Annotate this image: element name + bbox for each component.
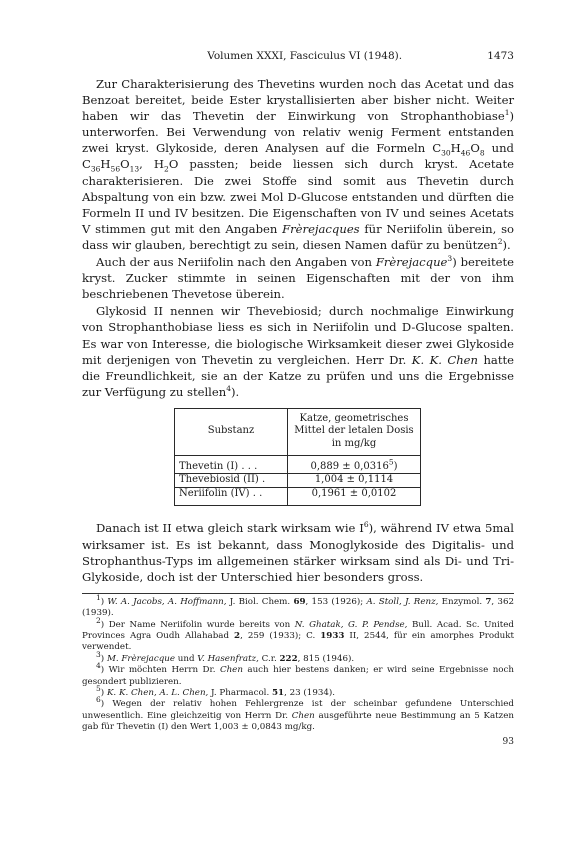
text-run: Chen: [219, 665, 243, 676]
text-run: Enzymol.: [438, 596, 486, 607]
running-title: Volumen XXXI, Fasciculus VI (1948).: [207, 50, 403, 62]
text-run: ) Wir möchten Herrn Dr.: [100, 665, 220, 676]
text-run: Frèrejacques: [282, 221, 360, 236]
text-run: ): [100, 596, 108, 607]
paragraph: [82, 76, 514, 253]
text-run: ) bereitete kryst. Zucker stimmte in seinen Eigenschaften mit der von ihm beschriebenen Thevetose überein.: [82, 255, 515, 302]
text-run: M. Frèrejacque: [106, 653, 176, 664]
running-header: [82, 50, 514, 66]
text-run: V. Hasenfratz,: [197, 653, 259, 664]
text-run: 6: [96, 695, 101, 705]
dose-value: 0,889 ± 0,0316: [310, 460, 389, 472]
text-run: 56: [110, 164, 121, 174]
footnotes: [82, 593, 514, 734]
text-run: ).: [502, 237, 511, 252]
text-run: Bull. Acad. Sc. United Provinces Agra Oudh Allahabad: [82, 619, 514, 642]
text-run: 2: [497, 237, 503, 247]
text-run: 36: [90, 164, 101, 174]
text-run: K. K. Chen: [411, 352, 479, 367]
table-cell-dose: 1,004 ± 0,1114: [288, 474, 421, 488]
table-row: [175, 487, 421, 506]
table-cell-dose: [288, 455, 421, 474]
text-run: 69: [293, 596, 306, 607]
text-run: C.r.: [258, 653, 280, 664]
text-run: 8: [479, 148, 485, 158]
text-run: auch hier bestens danken; er wird seine Ergebnisse noch gesondert publizieren.: [82, 665, 514, 687]
text-run: , 362 (1939).: [82, 596, 515, 619]
text-run: 13: [129, 164, 140, 174]
text-run: O: [470, 141, 480, 156]
text-run: H: [100, 157, 111, 172]
text-run: J. Biol. Chem.: [226, 596, 294, 607]
text-run: für Neriifolin überein, so dass wir glauben, berechtigt zu sein, diesen Namen dafür zu benützen: [82, 221, 514, 252]
text-run: K. K. Chen, A. L. Chen,: [106, 688, 209, 699]
paragraph: [82, 254, 514, 302]
text-run: 3: [447, 254, 453, 264]
text-run: ) unterworfen. Bei Verwendung von relativ wenig Ferment entstanden zwei kryst. Glykoside, deren Analysen auf die Formeln C: [82, 109, 514, 156]
text-run: 1: [96, 592, 101, 602]
text-run: 30: [441, 148, 451, 158]
text-run: hatte die Freundlichkeit, sie an der Katze zu prüfen und uns die Ergebnisse zur Verfügung zu stellen: [82, 352, 515, 399]
text-run: Auch der aus Neriifolin nach den Angaben von: [96, 255, 376, 270]
text-run: ) Der Name Neriifolin wurde bereits von: [100, 619, 295, 630]
text-run: , 259 (1933); C.: [240, 631, 321, 642]
body-text: [82, 76, 514, 585]
text-run: Glykosid II nennen wir Thevebiosid; durch nochmalige Einwirkung von Strophanthobiase liess es sich in Neriifolin und D-Glucose spalten. Es war von Interesse, die biologische Wirksamkeit dieser zwei Glykoside mit derjenigen von Thevetin zu vergleichen. Herr Dr.: [82, 304, 514, 367]
text-run: Zur Charakterisierung des Thevetins wurden noch das Acetat und das Benzoat bereitet, beide Ester krystallisierten aber bisher nicht. Weiter haben wir das Thevetin der Einwirkung von Strophanthobiase: [82, 77, 514, 124]
text-run: , 815 (1946).: [297, 653, 355, 664]
table-row: [175, 455, 421, 474]
signature-mark: 93: [502, 736, 514, 747]
text-run: ): [100, 653, 107, 664]
footnote: [82, 615, 514, 654]
text-run: 5: [96, 684, 101, 694]
text-run: , H: [139, 157, 165, 172]
text-run: 3: [96, 649, 101, 659]
footnote: [82, 649, 514, 665]
text-run: 4: [96, 661, 101, 671]
text-run: , 153 (1926);: [305, 596, 367, 607]
text-run: ), während IV etwa 5mal wirksamer ist. Es ist bekannt, dass Monoglykoside des Digitalis- und Strophanthus-Typs im allgemeinen stärker wirksam sind als Di- und Tri-Glykoside, doch ist der Unterschied hier besonders gross.: [82, 521, 514, 584]
text-run: 7: [485, 596, 492, 607]
text-run: 1933: [320, 631, 345, 642]
page: [82, 50, 514, 747]
footnote: [82, 592, 515, 620]
footnote: [82, 695, 514, 733]
text-run: 1: [504, 108, 510, 118]
footnote: [82, 684, 514, 699]
text-run: W. A. Jacobs, A. Hoffmann,: [107, 596, 227, 607]
text-run: J. Pharmacol.: [208, 688, 272, 699]
text-run: Danach ist II etwa gleich stark wirksam wie I: [96, 521, 364, 536]
text-run: 2: [234, 631, 241, 642]
toxicity-table: [174, 408, 421, 507]
text-run: ) Wegen der relativ hohen Fehlergrenze ist der scheinbar gefundene Unterschied unwesentlich. Eine gleichzeitig von Herrn Dr.: [82, 699, 514, 721]
paragraph: [82, 303, 514, 400]
text-run: Frèrejacque: [375, 255, 448, 270]
text-run: Chen: [291, 710, 315, 721]
text-run: 2: [164, 164, 169, 174]
text-run: , 23 (1934).: [284, 688, 336, 699]
text-run: 51: [271, 688, 285, 699]
table-cell-substance: Neriifolin (IV) . .: [175, 487, 288, 506]
text-run: H: [450, 141, 461, 156]
table-header-dose: Katze, geometrisches Mittel der letalen Dosis in mg/kg: [288, 408, 421, 455]
text-run: ): [100, 688, 107, 699]
text-run: O passten; beide liessen sich durch kryst. Acetate charakterisieren. Die zwei Stoffe sind somit aus Thevetin durch Abspaltung von ein bzw. zwei Mol D-Glucose entstanden und dürften die Formeln II und IV besitzen. Die Eigenschaften von IV und seines Acetats V stimmen gut mit den Angaben: [82, 157, 514, 236]
text-run: II, 2544, für ein amorphes Produkt verwendet.: [82, 631, 514, 653]
text-run: 6: [363, 520, 369, 530]
text-run: ausgeführte neue Bestimmung an 5 Katzen gab für Thevetin (I) den Wert 1,003 ± 0,0843 mg/kg.: [82, 710, 514, 733]
footnote-ref: 5: [388, 457, 394, 467]
text-run: 46: [460, 148, 471, 158]
text-run: O: [120, 157, 130, 172]
footnote: [82, 661, 514, 688]
table-row: [175, 474, 421, 488]
text-run: und C: [82, 141, 514, 172]
page-number: 1473: [487, 50, 514, 62]
text-run: 222: [279, 653, 298, 664]
table-cell-substance: Thevetin (I) . . .: [175, 455, 288, 474]
paragraph: [82, 520, 514, 584]
text-run: 4: [226, 383, 231, 393]
footnote-ref-close: ): [393, 460, 398, 472]
table-header-substance: Substanz: [175, 408, 288, 455]
text-run: und: [175, 653, 198, 664]
text-run: 2: [96, 615, 101, 625]
table-cell-substance: Thevebiosid (II) .: [175, 474, 288, 488]
text-run: A. Stoll, J. Renz,: [366, 596, 439, 607]
text-run: ).: [231, 384, 240, 399]
text-run: N. Ghatak, G. P. Pendse,: [294, 619, 408, 630]
table-cell-dose: 0,1961 ± 0,0102: [288, 487, 421, 506]
